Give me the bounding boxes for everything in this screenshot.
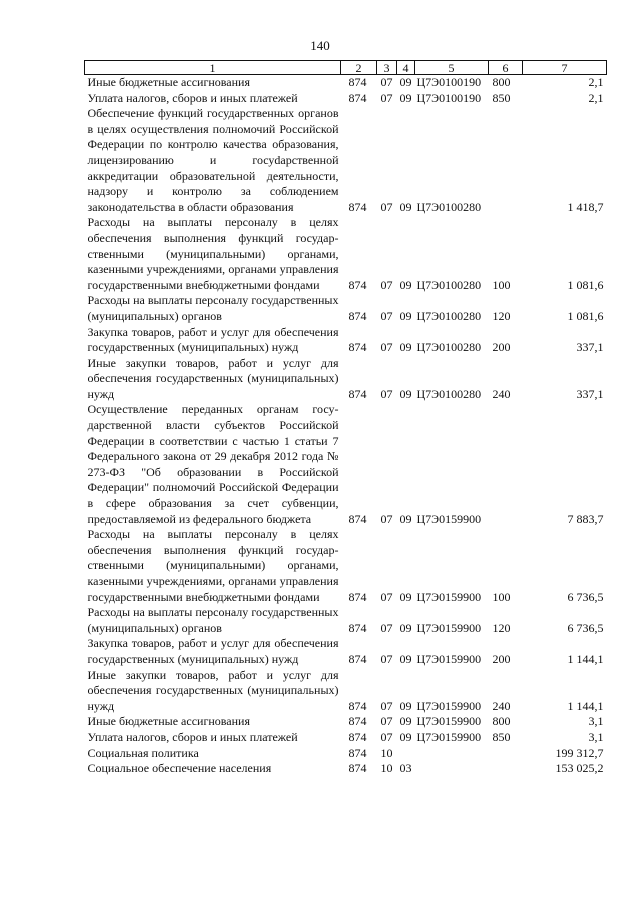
row-code-subsection: 09: [399, 589, 412, 604]
row-code-section: 07: [380, 729, 393, 744]
column-header-6: 6: [489, 61, 523, 75]
row-code-administrator: 874: [348, 308, 367, 323]
row-name: Социальная политика: [87, 745, 199, 760]
table-row: [85, 293, 607, 324]
row-code-section: 07: [380, 277, 393, 292]
row-amount: 337,1: [576, 386, 604, 401]
budget-table: [84, 60, 607, 777]
row-code-subsection: 09: [399, 714, 412, 729]
row-code-subsection: [397, 746, 415, 762]
row-code-subsection: 09: [399, 698, 412, 713]
row-code-section: 07: [380, 698, 393, 713]
row-code-subsection: 09: [399, 75, 412, 89]
column-header-3: 3: [377, 61, 397, 75]
row-code-expense-type: 100: [492, 277, 511, 292]
row-amount: 3,1: [588, 714, 604, 729]
row-code-administrator: 874: [348, 620, 367, 635]
row-amount: 199 312,7: [555, 745, 604, 760]
row-code-target-article: Ц7Э0159900: [416, 714, 482, 729]
row-code-subsection: 09: [399, 651, 412, 666]
row-name: Расходы на выплаты персоналу в целях обеспечения выполнения функций государственными (муниципальными) органами, казенными учреждениями, органами управления государственными внебюджетными фондами: [87, 527, 339, 604]
table-row: [85, 746, 607, 762]
row-code-administrator: 874: [348, 651, 367, 666]
row-code-subsection: 09: [399, 340, 412, 355]
row-name: Закупка товаров, работ и услуг для обеспечения государственных (муниципальных) нужд: [87, 324, 339, 355]
row-code-section: 07: [380, 340, 393, 355]
row-amount: 1 144,1: [567, 651, 604, 666]
row-code-expense-type: 240: [492, 386, 511, 401]
row-code-target-article: [415, 746, 489, 762]
row-name: Иные бюджетные ассигнования: [87, 75, 250, 89]
row-code-administrator: 874: [348, 340, 367, 355]
row-code-subsection: 09: [399, 199, 412, 214]
row-code-section: 07: [380, 714, 393, 729]
row-code-section: 07: [380, 511, 393, 526]
row-amount: 2,1: [588, 75, 604, 89]
table-row: [85, 527, 607, 605]
row-amount: 1 081,6: [567, 277, 604, 292]
row-code-expense-type: 120: [492, 620, 511, 635]
row-code-target-article: Ц7Э0159900: [416, 729, 482, 744]
row-code-section: 07: [380, 75, 393, 89]
row-code-subsection: 03: [399, 761, 412, 776]
table-row: [85, 730, 607, 746]
row-code-target-article: [415, 761, 489, 777]
row-name: Расходы на выплаты персоналу государственных (муниципальных) органов: [87, 293, 339, 323]
row-code-expense-type: 200: [492, 651, 511, 666]
row-code-subsection: 09: [399, 729, 412, 744]
row-code-expense-type: 200: [492, 340, 511, 355]
row-code-target-article: Ц7Э0159900: [416, 651, 482, 666]
row-amount: 337,1: [576, 340, 604, 355]
row-name: Расходы на выплаты персоналу в целях обеспечения выполнения функций государственными (муниципальными) органами, казенными учреждениями, органами управления государственными внебюджетными фондами: [87, 215, 339, 292]
page-number: 140: [310, 38, 330, 53]
row-code-section: 07: [380, 589, 393, 604]
row-code-section: 07: [380, 90, 393, 105]
row-amount: 153 025,2: [555, 761, 604, 776]
row-code-expense-type: [489, 106, 523, 215]
row-amount: 6 736,5: [567, 620, 604, 635]
row-name: Иные бюджетные ассигнования: [87, 714, 250, 729]
row-code-section: 07: [380, 620, 393, 635]
row-code-expense-type: [489, 746, 523, 762]
row-name: Закупка товаров, работ и услуг для обеспечения государственных (муниципальных) нужд: [87, 636, 339, 666]
row-name: Уплата налогов, сборов и иных платежей: [87, 729, 298, 744]
row-code-expense-type: 240: [492, 698, 511, 713]
header-row: [85, 61, 607, 75]
row-code-target-article: Ц7Э0100280: [416, 277, 482, 292]
table-row: [85, 75, 607, 91]
row-code-administrator: 874: [348, 589, 367, 604]
row-amount: 1 081,6: [567, 308, 604, 323]
table-body: [85, 75, 607, 777]
row-code-target-article: Ц7Э0159900: [416, 589, 482, 604]
row-name: Уплата налогов, сборов и иных платежей: [87, 90, 298, 105]
row-code-expense-type: 800: [492, 714, 511, 729]
row-code-administrator: 874: [348, 90, 367, 105]
row-code-administrator: 874: [348, 714, 367, 729]
row-code-subsection: 09: [399, 620, 412, 635]
row-code-expense-type: 120: [492, 308, 511, 323]
row-code-administrator: 874: [348, 761, 367, 776]
row-code-target-article: Ц7Э0100190: [416, 75, 482, 89]
row-code-administrator: 874: [348, 511, 367, 526]
row-code-expense-type: 850: [492, 90, 511, 105]
table-row: [85, 714, 607, 730]
row-code-section: 10: [380, 761, 393, 776]
row-code-target-article: Ц7Э0159900: [416, 698, 482, 713]
row-code-administrator: 874: [348, 277, 367, 292]
table-row: [85, 356, 607, 403]
column-header-4: 4: [397, 61, 415, 75]
row-name: Осуществление переданных органам государственной власти субъектов Российской Федерации в соответствии с частью 1 статьи 7 Федерального закона от 29 декабря 2012 года № 273-ФЗ "Об образовании в Российской Федерации" полномочий Российской Федерации в сфере образования за счет субвенции, предоставляемой из федерального бюджета: [87, 402, 339, 526]
table-row: [85, 761, 607, 777]
table-row: [85, 325, 607, 356]
row-amount: 2,1: [588, 90, 604, 105]
table-header: [85, 61, 607, 75]
row-code-section: 07: [380, 308, 393, 323]
row-code-section: 10: [380, 745, 393, 760]
row-code-administrator: 874: [348, 729, 367, 744]
row-name: Иные закупки товаров, работ и услуг для обеспечения государственных (муниципальных) нужд: [87, 667, 339, 713]
row-code-administrator: 874: [348, 199, 367, 214]
row-amount: 1 418,7: [567, 199, 604, 214]
row-code-subsection: 09: [399, 90, 412, 105]
row-code-target-article: Ц7Э0100280: [416, 386, 482, 401]
row-code-target-article: Ц7Э0100280: [416, 308, 482, 323]
row-code-target-article: Ц7Э0159900: [416, 511, 482, 526]
row-code-expense-type: [489, 761, 523, 777]
row-code-section: 07: [380, 386, 393, 401]
row-name: Расходы на выплаты персоналу государственных (муниципальных) органов: [87, 605, 339, 635]
column-header-7: 7: [523, 61, 607, 75]
column-header-1: 1: [85, 61, 341, 75]
row-code-target-article: Ц7Э0100280: [416, 199, 482, 214]
row-code-expense-type: [489, 402, 523, 527]
table-row: [85, 668, 607, 715]
row-code-administrator: 874: [348, 75, 367, 89]
table-row: [85, 106, 607, 215]
row-code-administrator: 874: [348, 745, 367, 760]
column-header-2: 2: [341, 61, 377, 75]
row-amount: 6 736,5: [567, 589, 604, 604]
row-amount: 3,1: [588, 729, 604, 744]
row-name: Социальное обеспечение населения: [87, 761, 272, 776]
row-amount: 1 144,1: [567, 698, 604, 713]
row-code-target-article: Ц7Э0100190: [416, 90, 482, 105]
row-code-administrator: 874: [348, 386, 367, 401]
table-row: [85, 91, 607, 107]
row-code-subsection: 09: [399, 277, 412, 292]
row-code-section: 07: [380, 199, 393, 214]
table-row: [85, 636, 607, 667]
row-code-expense-type: 800: [492, 75, 511, 89]
table-row: [85, 215, 607, 293]
row-code-target-article: Ц7Э0100280: [416, 340, 482, 355]
row-code-expense-type: 100: [492, 589, 511, 604]
table-row: [85, 402, 607, 527]
row-code-subsection: 09: [399, 511, 412, 526]
column-header-5: 5: [415, 61, 489, 75]
row-code-subsection: 09: [399, 386, 412, 401]
row-code-administrator: 874: [348, 698, 367, 713]
table-row: [85, 605, 607, 636]
row-name: Обеспечение функций государственных органов в целях осуществления полномочий Российской Федерации по контролю качества образования, лицензированию и госуdарственной аккредитации образовательной деятельности, надзору и контролю за соблюдением законодательства в области образования: [87, 106, 339, 214]
row-code-subsection: 09: [399, 308, 412, 323]
row-amount: 7 883,7: [567, 511, 604, 526]
row-code-expense-type: 850: [492, 729, 511, 744]
row-code-target-article: Ц7Э0159900: [416, 620, 482, 635]
row-name: Иные закупки товаров, работ и услуг для обеспечения государственных (муниципальных) нужд: [87, 355, 339, 401]
row-code-section: 07: [380, 651, 393, 666]
